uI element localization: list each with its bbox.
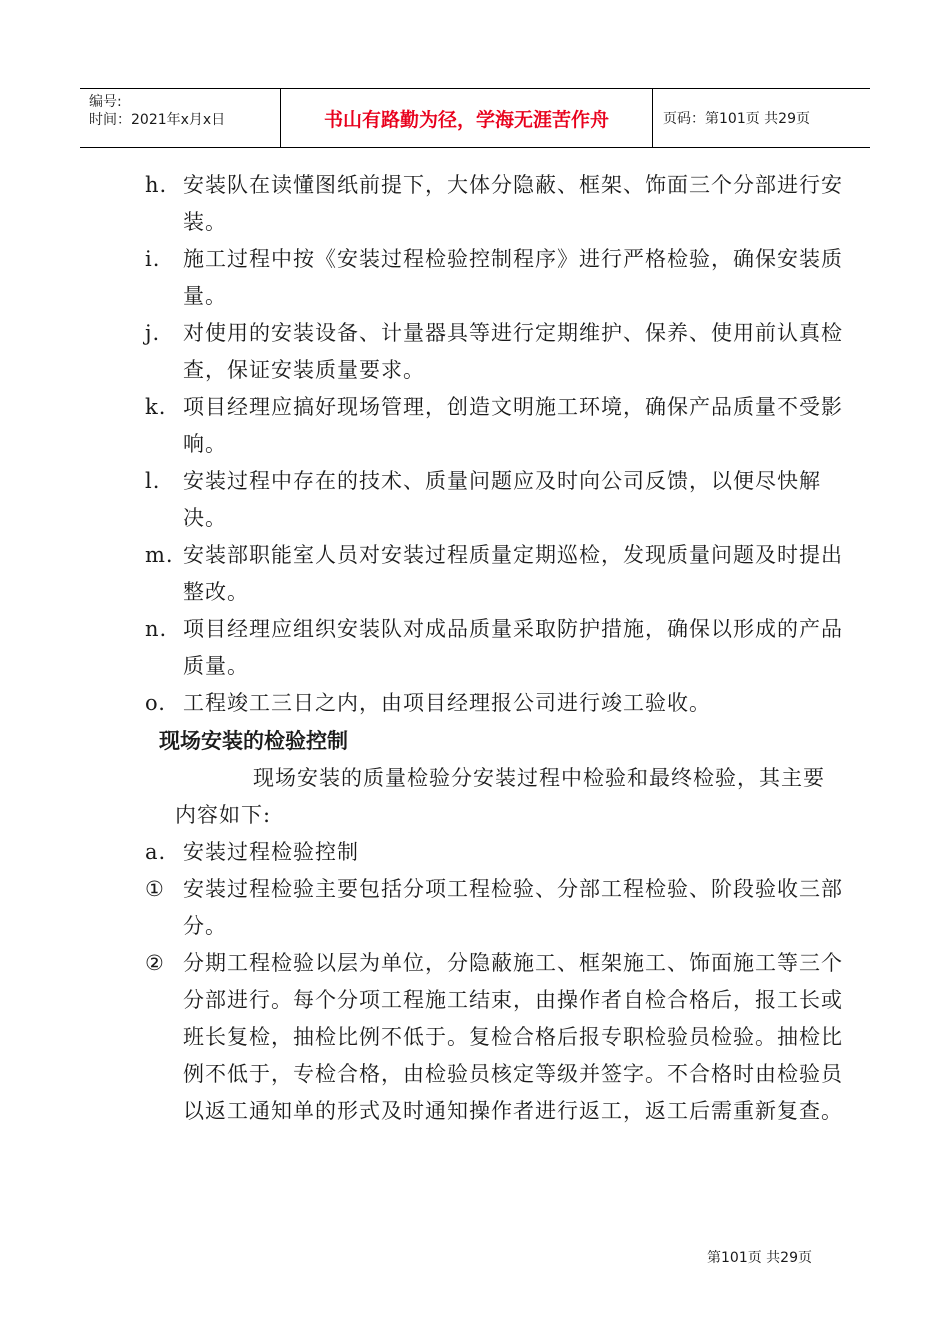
item-label: j. (145, 321, 161, 345)
sub-item (145, 871, 845, 945)
document-body (145, 167, 845, 1130)
item-text: 安装过程检验控制 (183, 840, 359, 864)
list-item (145, 685, 845, 722)
item-text: 分期工程检验以层为单位，分隐蔽施工、框架施工、饰面施工等三个分部进行。每个分项工程施工结束，由操作者自检合格后，报工长或班长复检，抽检比例不低于。复检合格后报专职检验员检验。抽检比例不低于，专检合格，由检验员核定等级并签字。不合格时由检验员以返工通知单的形式及时通知操作者进行返工，返工后需重新复查。 (183, 951, 843, 1123)
section-heading: 现场安装的检验控制 (159, 729, 348, 753)
item-text: 安装过程中存在的技术、质量问题应及时向公司反馈，以便尽快解决。 (183, 469, 821, 530)
list-item (145, 537, 845, 611)
item-text: 对使用的安装设备、计量器具等进行定期维护、保养、使用前认真检查，保证安装质量要求。 (183, 321, 843, 382)
page-header (80, 88, 870, 148)
item-label: m. (145, 543, 174, 567)
item-label: a. (145, 840, 167, 864)
document-number-label: 编号: (89, 94, 122, 110)
document-date: 时间：2021年x月x日 (89, 112, 226, 128)
item-label: n. (145, 617, 168, 641)
item-label: ② (145, 951, 165, 975)
intro-paragraph: 现场安装的质量检验分安装过程中检验和最终检验，其主要内容如下: (175, 766, 825, 827)
item-label: h. (145, 173, 168, 197)
list-item (145, 463, 845, 537)
item-label: l. (145, 469, 161, 493)
item-text: 安装队在读懂图纸前提下，大体分隐蔽、框架、饰面三个分部进行安装。 (183, 173, 843, 234)
list-item (145, 611, 845, 685)
sub-item (145, 945, 845, 1130)
item-label: o. (145, 691, 166, 715)
item-label: ① (145, 877, 165, 901)
item-text: 项目经理应组织安装队对成品质量采取防护措施，确保以形成的产品质量。 (183, 617, 843, 678)
item-label: k. (145, 395, 167, 419)
page-footer: 第101页 共29页 (707, 1250, 812, 1266)
item-label: i. (145, 247, 161, 271)
item-text: 工程竣工三日之内，由项目经理报公司进行竣工验收。 (183, 691, 711, 715)
item-text: 安装部职能室人员对安装过程质量定期巡检，发现质量问题及时提出整改。 (183, 543, 843, 604)
header-motto: 书山有路勤为径，学海无涯苦作舟 (281, 89, 653, 147)
item-text: 项目经理应搞好现场管理，创造文明施工环境，确保产品质量不受影响。 (183, 395, 843, 456)
sub-item (145, 834, 845, 871)
item-text: 施工过程中按《安装过程检验控制程序》进行严格检验，确保安装质量。 (183, 247, 843, 308)
list-item (145, 389, 845, 463)
header-meta (80, 89, 281, 147)
list-item (145, 241, 845, 315)
header-page-info: 页码：第101页 共29页 (663, 111, 810, 127)
list-item (145, 315, 845, 389)
item-text: 安装过程检验主要包括分项工程检验、分部工程检验、阶段验收三部分。 (183, 877, 843, 938)
list-item (145, 167, 845, 241)
